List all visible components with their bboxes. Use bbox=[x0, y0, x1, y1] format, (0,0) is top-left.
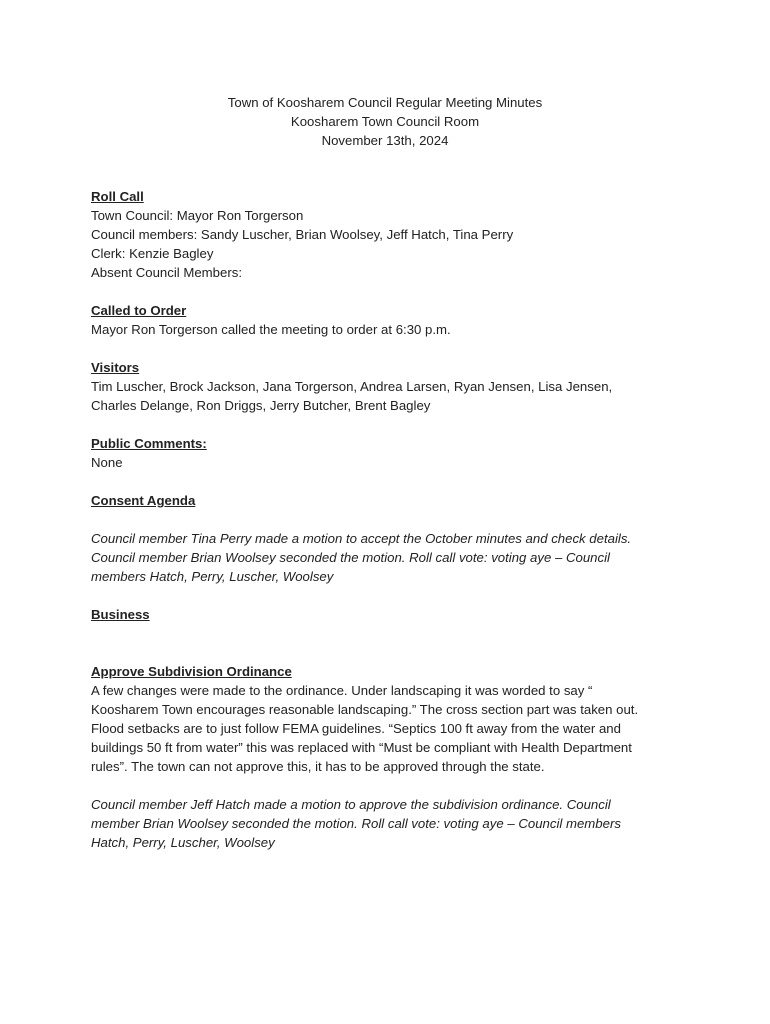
visitors-heading: Visitors bbox=[91, 360, 140, 375]
consent-agenda-heading: Consent Agenda bbox=[91, 493, 196, 508]
subdivision-heading: Approve Subdivision Ordinance bbox=[91, 664, 292, 679]
meeting-date: November 13th, 2024 bbox=[321, 133, 449, 148]
subdivision-body-line: A few changes were made to the ordinance. Under landscaping it was worded to say “ bbox=[91, 683, 593, 698]
visitors-section bbox=[91, 358, 691, 415]
subdivision-body-line: Koosharem Town encourages reasonable landscaping.” The cross section part was taken out. bbox=[91, 702, 639, 717]
business-heading: Business bbox=[91, 607, 150, 622]
consent-agenda-motion-line: members Hatch, Perry, Luscher, Woolsey bbox=[91, 569, 334, 584]
public-comments-heading: Public Comments: bbox=[91, 436, 207, 451]
consent-agenda-section bbox=[91, 491, 691, 586]
roll-call-line: Absent Council Members: bbox=[91, 265, 242, 280]
document-header bbox=[0, 93, 770, 150]
roll-call-line: Council members: Sandy Luscher, Brian Woolsey, Jeff Hatch, Tina Perry bbox=[91, 227, 514, 242]
roll-call-line: Town Council: Mayor Ron Torgerson bbox=[91, 208, 304, 223]
public-comments-section bbox=[91, 434, 691, 472]
called-to-order-section bbox=[91, 301, 691, 339]
subdivision-body-line: buildings 50 ft from water” this was replaced with “Must be compliant with Health Department bbox=[91, 740, 632, 755]
subdivision-body-line: Flood setbacks are to just follow FEMA guidelines. “Septics 100 ft away from the water and bbox=[91, 721, 621, 736]
subdivision-section bbox=[91, 662, 691, 852]
called-to-order-heading: Called to Order bbox=[91, 303, 187, 318]
subdivision-motion-line: Hatch, Perry, Luscher, Woolsey bbox=[91, 835, 275, 850]
subdivision-body-line: rules”. The town can not approve this, it has to be approved through the state. bbox=[91, 759, 545, 774]
visitors-line: Charles Delange, Ron Driggs, Jerry Butcher, Brent Bagley bbox=[91, 398, 431, 413]
visitors-line: Tim Luscher, Brock Jackson, Jana Torgerson, Andrea Larsen, Ryan Jensen, Lisa Jensen, bbox=[91, 379, 613, 394]
subdivision-motion-line: Council member Jeff Hatch made a motion to approve the subdivision ordinance. Council bbox=[91, 797, 611, 812]
roll-call-section bbox=[91, 187, 691, 282]
business-section bbox=[91, 605, 691, 624]
roll-call-line: Clerk: Kenzie Bagley bbox=[91, 246, 214, 261]
consent-agenda-motion-line: Council member Tina Perry made a motion to accept the October minutes and check details. bbox=[91, 531, 632, 546]
document-title: Town of Koosharem Council Regular Meeting Minutes bbox=[227, 95, 543, 110]
roll-call-heading: Roll Call bbox=[91, 189, 144, 204]
meeting-location: Koosharem Town Council Room bbox=[290, 114, 480, 129]
called-to-order-text: Mayor Ron Torgerson called the meeting to order at 6:30 p.m. bbox=[91, 322, 451, 337]
public-comments-text: None bbox=[91, 455, 123, 470]
consent-agenda-motion-line: Council member Brian Woolsey seconded the motion. Roll call vote: voting aye – Council bbox=[91, 550, 610, 565]
subdivision-motion-line: member Brian Woolsey seconded the motion. Roll call vote: voting aye – Council members bbox=[91, 816, 621, 831]
document-body bbox=[91, 187, 691, 852]
